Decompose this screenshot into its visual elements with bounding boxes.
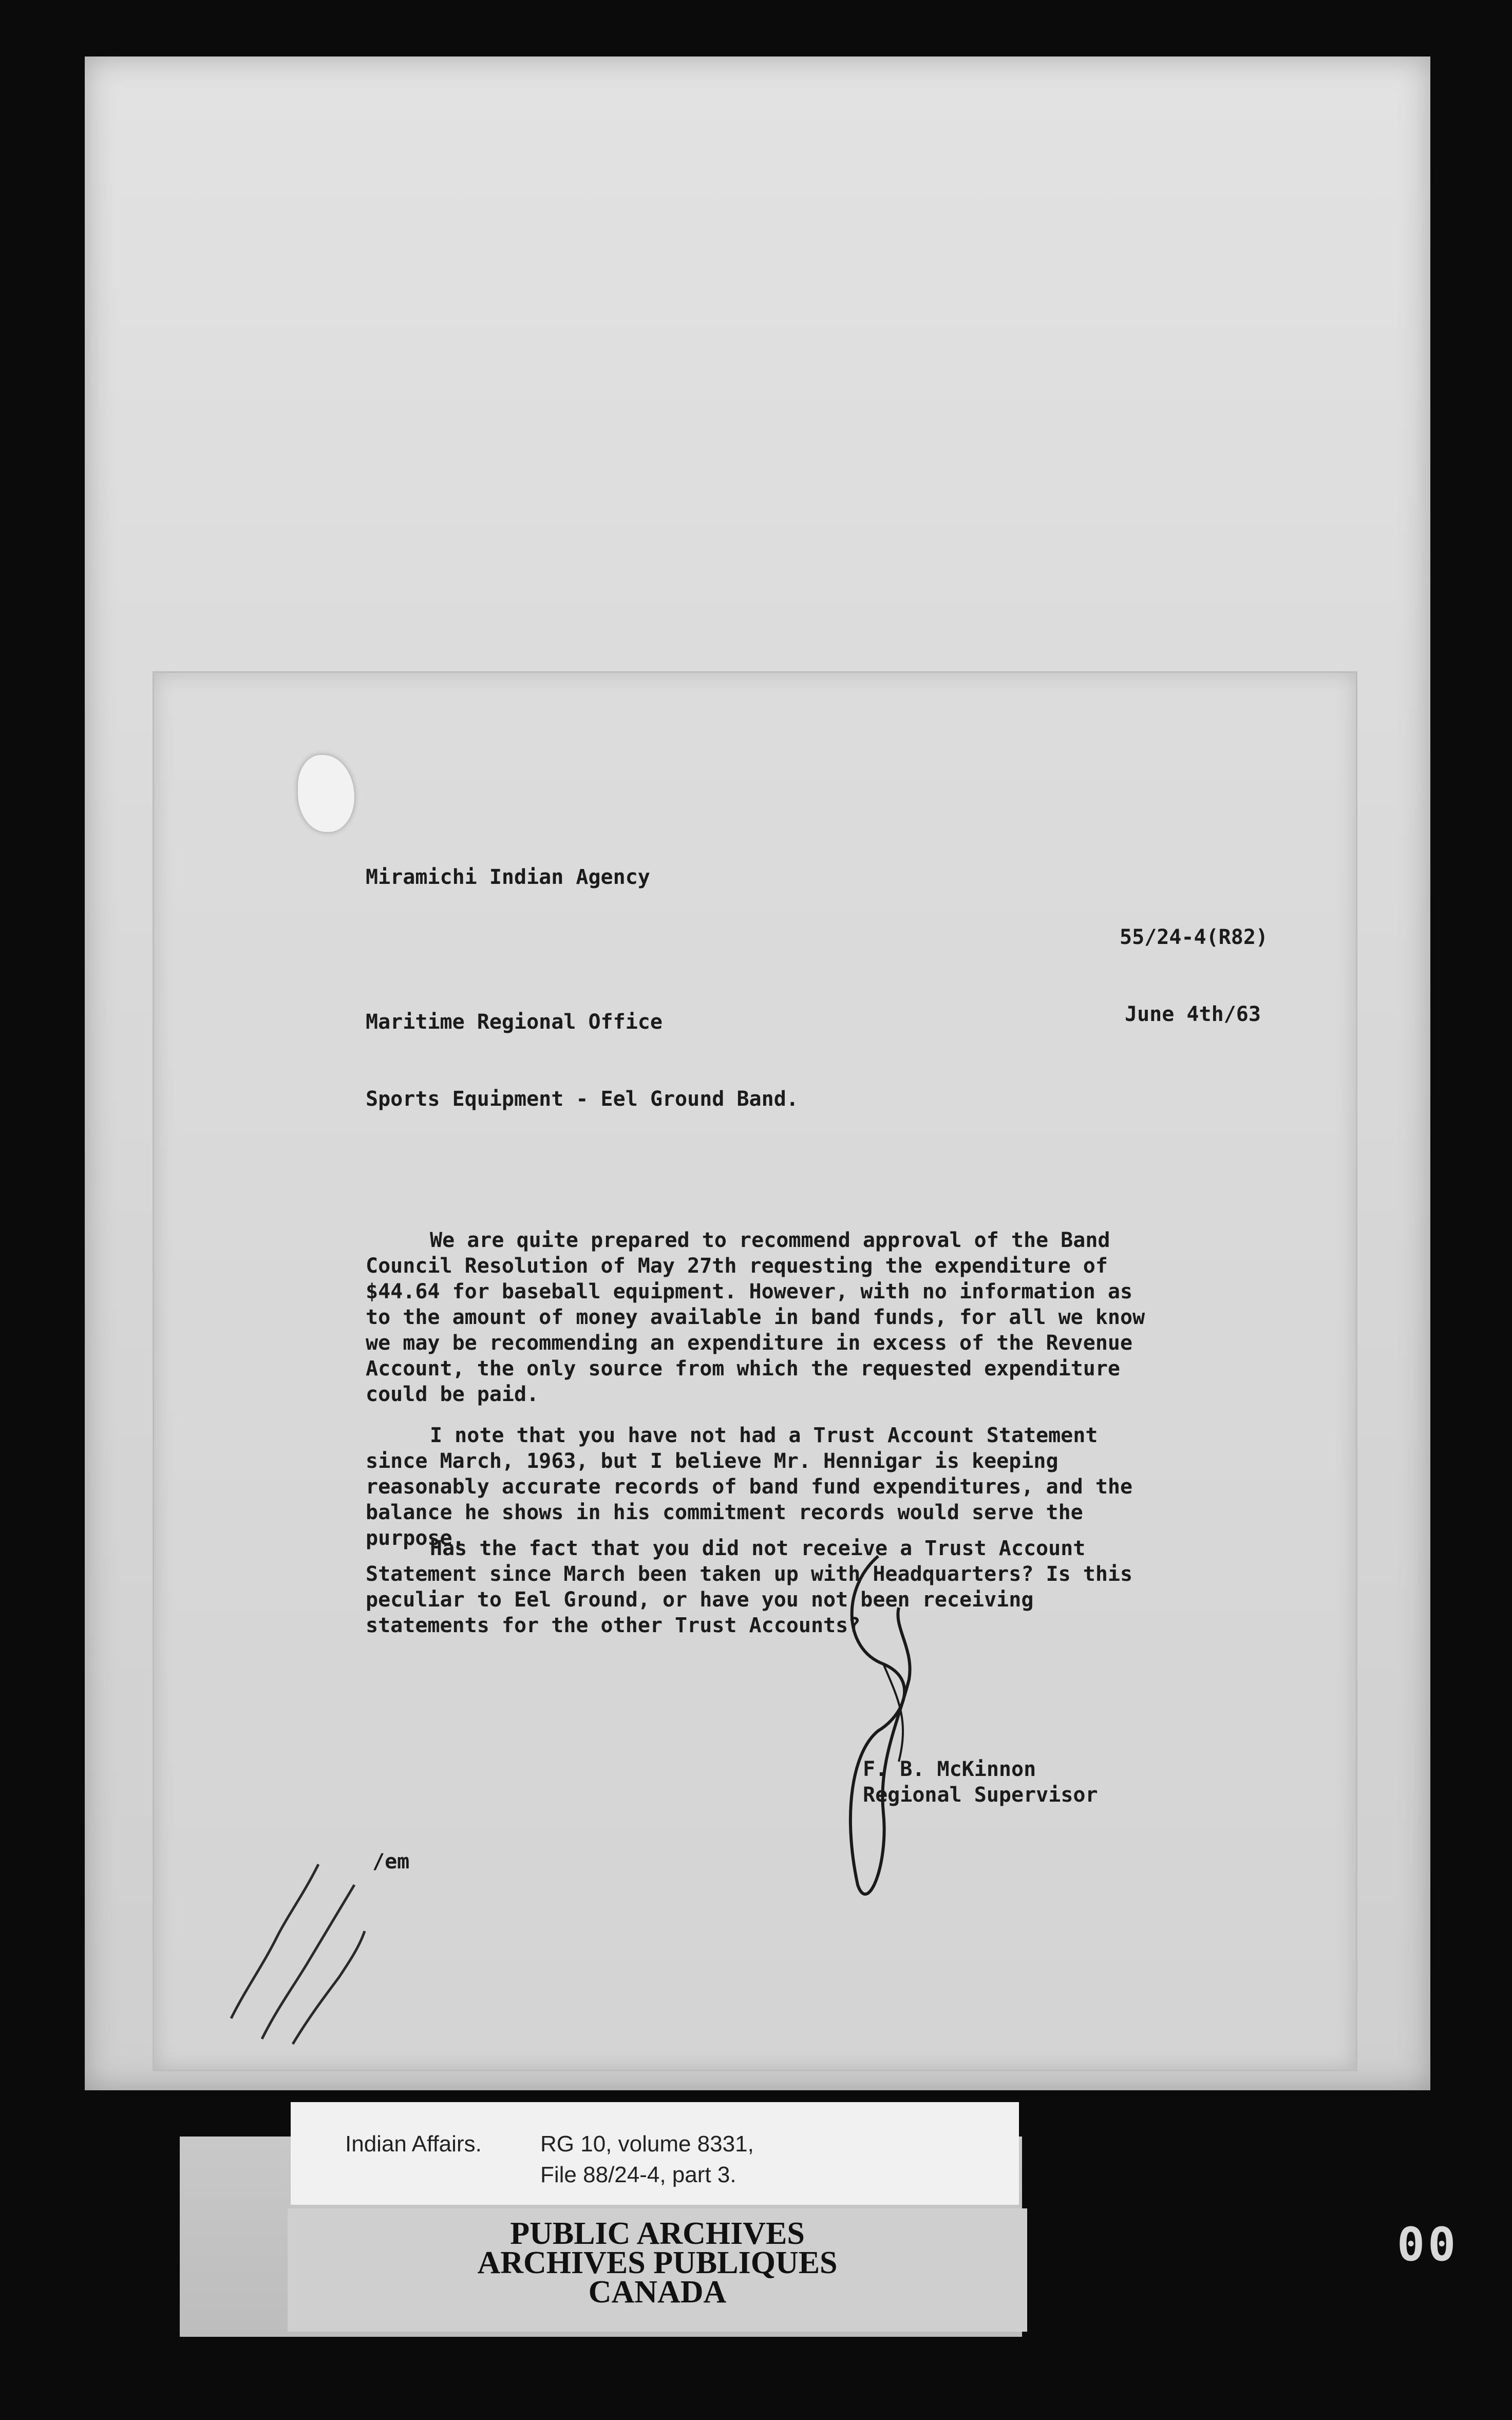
to-office: Maritime Regional Office [366, 1010, 663, 1034]
file-reference: 55/24-4(R82) [1120, 925, 1268, 949]
signatory-name: F. B. McKinnon [863, 1757, 1036, 1781]
paragraph-3: Has the fact that you did not receive a Trust Account Statement since March been taken up with Headquarters? Is this peculiar to Eel Ground, or have you not been receiving statements for the other Trust Accounts? [366, 1537, 1133, 1637]
label-reference-line1: RG 10, volume 8331, [540, 2131, 754, 2157]
from-agency: Miramichi Indian Agency [366, 865, 650, 889]
signatory-title: Regional Supervisor [863, 1783, 1098, 1807]
stamp-line-3: CANADA [588, 2275, 727, 2310]
label-reference-line2: File 88/24-4, part 3. [540, 2162, 736, 2187]
typist-initials: /em [372, 1850, 410, 1874]
paragraph-1: We are quite prepared to recommend approval of the Band Council Resolution of May 27th requesting the expenditure of $44.64 for baseball equipment. However, with no information as to the amount of money available in band funds, for all we know we may be recommending an expenditure in excess of the Revenue Account, the only source from which the requested expenditure could be paid. [366, 1228, 1145, 1406]
letter-date: June 4th/63 [1125, 1003, 1261, 1026]
letter-subject: Sports Equipment - Eel Ground Band. [366, 1087, 799, 1111]
film-frame-number: 00 [1397, 2218, 1459, 2272]
stamp-line-1: PUBLIC ARCHIVES [510, 2216, 805, 2251]
stamp-line-2: ARCHIVES PUBLIQUES [477, 2245, 838, 2280]
handwritten-note [216, 1833, 370, 2049]
label-collection: Indian Affairs. [345, 2131, 482, 2157]
paragraph-2: I note that you have not had a Trust Account Statement since March, 1963, but I believe Mr. Hennigar is keeping reasonably accurate records of band fund expenditures, and the balance he shows in his commitment records would serve the purpose. [366, 1424, 1133, 1550]
signature-scrawl [822, 1546, 924, 1916]
